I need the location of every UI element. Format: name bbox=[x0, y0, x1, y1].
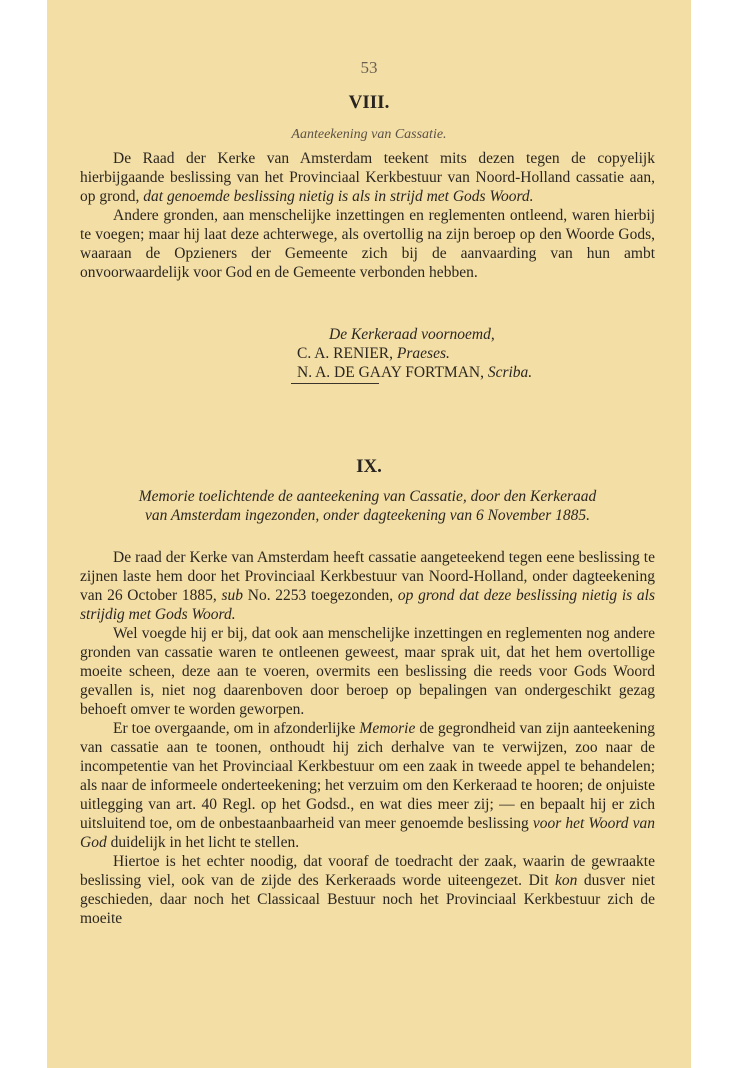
page-number: 53 bbox=[360, 58, 378, 77]
signature-scriba: N. A. DE GAAY FORTMAN, Scriba. bbox=[297, 364, 533, 381]
section-ix-heading: IX. bbox=[356, 456, 382, 477]
section-ix-body bbox=[80, 548, 655, 928]
paragraph: Wel voegde hij er bij, dat ook aan menschelijke inzettingen en reglementen nog andere gronden van cassatie waren te ontleenen geweest, maar sprak uit, dat het hem overtollige moeite scheen, deze aan te voeren, overmits een beslissing die reeds voor Gods Woord gevallen is, niet nog daarenboven door beroep op bepalingen van ondergeschikt gezag behoeft omver te worden geworpen. bbox=[80, 625, 655, 718]
paragraph: Andere gronden, aan menschelijke inzettingen en reglementen ontleend, waren hierbij te voegen; maar hij laat deze achterwege, als overtollig na zijn beroep op den Woorde Gods, waaraan de Opzieners der Gemeente zich bij de aanvaarding van hun ambt onvoorwaardelijk voor God en de Gemeente verbonden hebben. bbox=[80, 207, 655, 281]
book-page bbox=[47, 0, 691, 1068]
section-viii-body bbox=[80, 149, 655, 282]
paragraph: Er toe overgaande, om in afzonderlijke Memorie de gegrondheid van zijn aanteekening van cassatie aan te toonen, onthoudt hij zich derhalve van te verwijzen, zoo naar de incompetentie van het Provinciaal Kerkbestuur om een zaak in tweede appel te behandelen; als naar de informeele onderteekening; het verzuim om den Kerkeraad te hooren; de onjuiste uitlegging van art. 40 Regl. op het Godsd., en wat dies meer zij; — en bepaalt hij er zich uitsluitend toe, om de onbestaanbaarheid van meer genoemde beslissing voor het Woord van God duidelijk in het licht te stellen. bbox=[80, 720, 655, 851]
paragraph: De Raad der Kerke van Amsterdam teekent mits dezen tegen de copyelijk hierbijgaande beslissing van het Provinciaal Kerkbestuur van Noord-Holland cassatie aan, op grond, dat genoemde beslissing nietig is als in strijd met Gods Woord. bbox=[80, 150, 655, 205]
paragraph: Hiertoe is het echter noodig, dat vooraf de toedracht der zaak, waarin de gewraakte beslissing viel, ook van de zijde des Kerkeraads worde uiteengezet. Dit kon dusver niet geschieden, daar noch het Classicaal Bestuur noch het Provinciaal Kerkbestuur zich de moeite bbox=[80, 853, 655, 927]
section-ix-title: Memorie toelichtende de aanteekening van Cassatie, door den Kerkeraad van Amsterdam ingezonden, onder dagteekening van 6 November 1885. bbox=[138, 488, 597, 524]
signature-praeses: C. A. RENIER, Praeses. bbox=[297, 345, 450, 362]
emphasis: dat genoemde beslissing nietig is als in strijd met Gods Woord. bbox=[143, 188, 534, 205]
signature-header: De Kerkeraad voornoemd, bbox=[329, 326, 495, 343]
section-divider bbox=[291, 383, 379, 384]
emphasis: op grond dat deze beslissing nietig is als strijdig met Gods Woord. bbox=[80, 587, 655, 623]
section-viii-title: Aanteekening van Cassatie. bbox=[291, 127, 447, 142]
paragraph: De raad der Kerke van Amsterdam heeft cassatie aangeteekend tegen eene beslissing te zijnen laste hem door het Provinciaal Kerkbestuur van Noord-Holland, onder dagteekening van 26 October 1885, sub No. 2253 toegezonden, op grond dat deze beslissing nietig is als strijdig met Gods Woord. bbox=[80, 549, 655, 623]
section-viii-heading: VIII. bbox=[348, 92, 390, 113]
